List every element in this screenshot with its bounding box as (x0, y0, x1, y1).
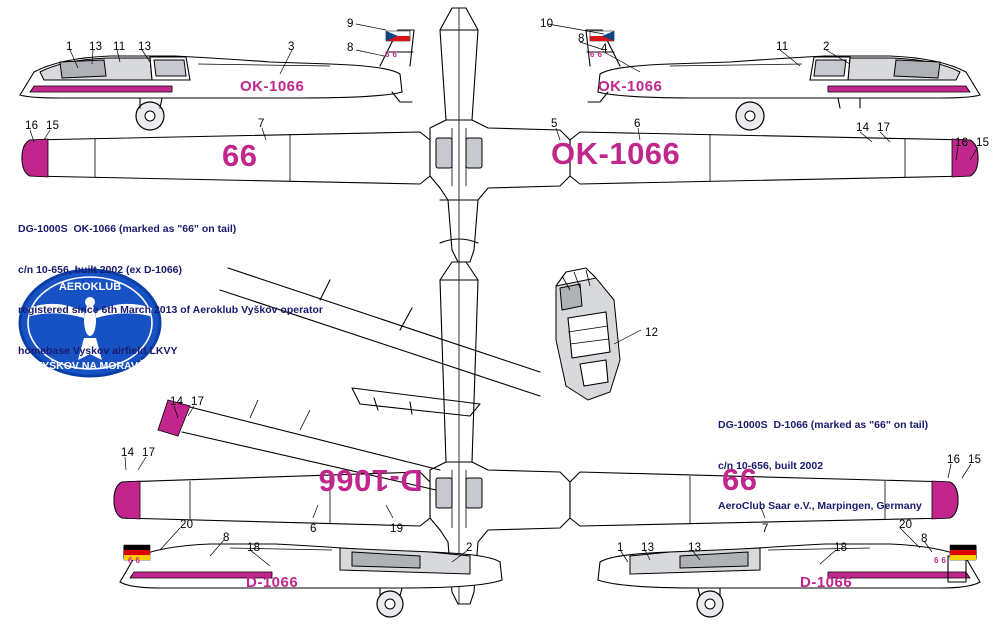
info-left-line-4: homebase Vyskov airfield LKVY (18, 344, 178, 357)
cockpit-detail (556, 268, 620, 400)
callout-c-8b: 8 (578, 33, 585, 45)
callout-c-14a: 14 (856, 122, 870, 134)
callout-c-11a: 11 (113, 41, 126, 53)
callout-c-13a: 13 (89, 41, 103, 53)
callout-c-14b: 14 (170, 396, 184, 408)
callout-c-13d: 13 (688, 542, 702, 554)
callout-c-10: 10 (540, 18, 554, 30)
callout-c-18b: 18 (834, 542, 848, 554)
callout-c-13c: 13 (641, 542, 655, 554)
tail-number-top-right: 66 (590, 50, 605, 59)
callout-c-6a: 6 (634, 118, 641, 130)
info-left-line-3: registered since 6th March 2013 of Aeroklub Vyškov operator (18, 304, 323, 316)
lower-right-side-profile (598, 544, 980, 617)
callout-c-20a: 20 (180, 519, 194, 531)
callout-c-8c: 8 (223, 532, 230, 544)
callout-c-7b: 7 (762, 523, 769, 535)
top-left-wing-registration: OK-1066 (240, 78, 305, 95)
callout-c-20b: 20 (899, 519, 913, 531)
callout-c-4: 4 (601, 43, 608, 55)
callout-c-3: 3 (288, 41, 295, 53)
callout-c-16c: 16 (947, 454, 961, 466)
callout-c-8d: 8 (921, 533, 928, 545)
tail-number-top-left: 66 (385, 50, 400, 59)
info-left (18, 196, 323, 385)
svg-text:AEROKLUB: AEROKLUB (58, 281, 122, 293)
callout-c-17a: 17 (877, 122, 891, 134)
callout-c-14c: 14 (121, 447, 135, 459)
info-right-line-1: DG-1000S D-1066 (marked as "66" on tail) (718, 419, 929, 431)
callout-c-7a: 7 (258, 118, 265, 130)
upper-fuselage-tail-number: 66 (222, 138, 258, 173)
callout-c-18a: 18 (247, 542, 261, 554)
tail-number-bottom-right: 66 (934, 556, 949, 565)
callout-c-16a: 16 (25, 120, 39, 132)
czech-flag-right (590, 31, 614, 41)
callout-c-13b: 13 (138, 41, 152, 53)
callout-c-8a: 8 (347, 42, 354, 54)
callout-c-17c: 17 (142, 447, 156, 459)
callout-c-11b: 11 (776, 41, 789, 53)
callout-c-19: 19 (390, 523, 404, 535)
callout-c-6b: 6 (310, 523, 317, 535)
german-flag-right (950, 545, 976, 560)
callout-c-1a: 1 (66, 41, 73, 53)
callout-c-15b: 15 (976, 137, 990, 149)
callout-c-12: 12 (645, 327, 659, 339)
bottom-right-fuselage-registration: D-1066 (800, 574, 853, 591)
callout-c-9: 9 (347, 18, 354, 30)
top-right-wing-registration: OK-1066 (598, 78, 663, 95)
lower-fuselage-tail-number: 66 (722, 462, 758, 497)
czech-flag-left (386, 31, 410, 41)
info-left-line-2: c/n 10-656, built 2002 (ex D-1066) (18, 263, 182, 276)
upper-left-side-profile (20, 30, 414, 130)
info-left-line-1: DG-1000S OK-1066 (marked as "66" on tail) (18, 223, 237, 235)
info-right-line-2: c/n 10-656, built 2002 (718, 459, 824, 472)
callout-c-17b: 17 (191, 396, 205, 408)
callout-c-2a: 2 (823, 41, 830, 53)
callout-c-16b: 16 (955, 137, 969, 149)
tail-number-bottom-left: 66 (128, 556, 143, 565)
upper-fuselage-registration: OK-1066 (551, 136, 681, 171)
callout-c-2b: 2 (466, 542, 473, 554)
callout-c-1b: 1 (617, 542, 624, 554)
svg-text:VYŠKOV NA MORAVĚ: VYŠKOV NA MORAVĚ (35, 360, 145, 372)
callout-c-5: 5 (551, 118, 558, 130)
callout-c-15a: 15 (46, 120, 60, 132)
lower-left-side-profile (120, 544, 502, 617)
lower-wing-registration-inverted: D-1066 (318, 463, 423, 498)
info-right-line-3: AeroClub Saar e.V., Marpingen, Germany (718, 500, 922, 512)
callout-c-15c: 15 (968, 454, 982, 466)
bottom-left-fuselage-registration: D-1066 (246, 574, 299, 591)
